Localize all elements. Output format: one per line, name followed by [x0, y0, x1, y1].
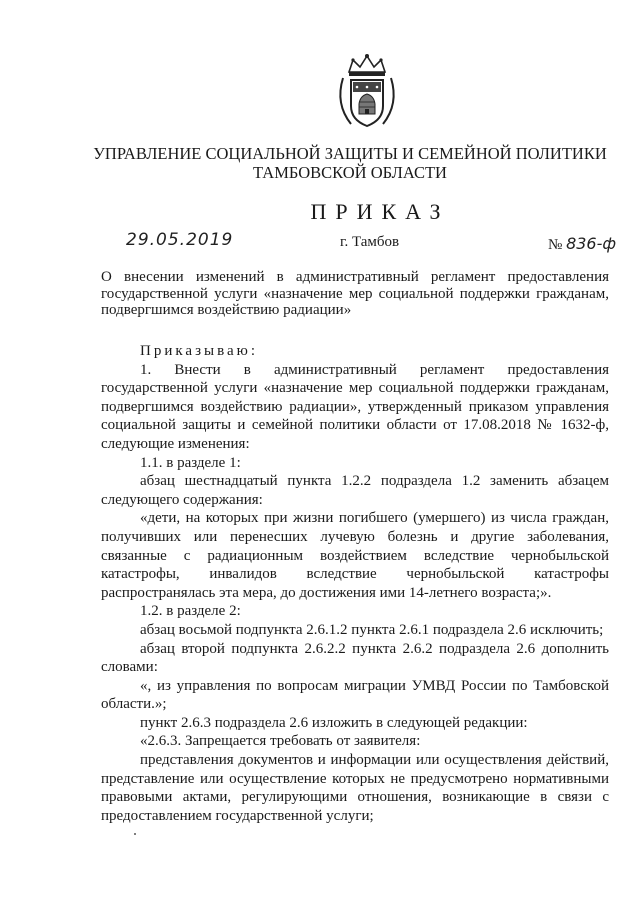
- document-subject: О внесении изменений в административный регламент предоставления государственной услуги «назначение мер социальной поддержки гражданам, подвергшимся воздействию радиации»: [101, 269, 609, 318]
- organization-line-2: ТАМБОВСКОЙ ОБЛАСТИ: [253, 163, 447, 182]
- scan-dot: [134, 833, 136, 835]
- order-word: Приказываю:: [140, 343, 258, 359]
- paragraph: пункт 2.6.3 подраздела 2.6 изложить в следующей редакции:: [140, 714, 528, 731]
- document-number: [548, 234, 616, 254]
- paragraph: абзац шестнадцатый пункта 1.2.2 подраздела 1.2 заменить абзацем следующего содержания:: [101, 473, 609, 508]
- document-title: ПРИКАЗ: [310, 199, 450, 224]
- paragraph: «дети, на которых при жизни погибшего (умершего) из числа граждан, получивших или перенесших лучевую болезнь и другие заболевания, связанные с радиационным воздействием вследствие чернобыльской катастрофы, инвалидов вследствие чернобыльской катастрофы распространялась эта мера, до достижения ими 14-летнего возраста;».: [101, 510, 609, 601]
- number-value: 836-ф: [566, 234, 617, 253]
- paragraph: абзац второй подпункта 2.6.2.2 пункта 2.6.2 подраздела 2.6 дополнить словами:: [101, 640, 609, 676]
- coat-of-arms-icon: [331, 52, 403, 130]
- paragraph: 1.1. в разделе 1:: [140, 454, 241, 471]
- paragraph: представления документов и информации или осуществления действий, представление или осуществление которых не предусмотрено нормативными правовыми актами, регулирующими отношения, возникающие в связи с предоставлением государственной услуги;: [101, 752, 609, 824]
- organization-line-1: УПРАВЛЕНИЕ СОЦИАЛЬНОЙ ЗАЩИТЫ И СЕМЕЙНОЙ ПОЛИТИКИ: [93, 144, 607, 163]
- paragraph: 1.2. в разделе 2:: [140, 603, 241, 620]
- document-body: [101, 342, 609, 825]
- document-date: 29.05.2019: [126, 230, 234, 250]
- document-city: г. Тамбов: [340, 234, 400, 250]
- paragraph: абзац восьмой подпункта 2.6.1.2 пункта 2.6.1 подраздела 2.6 исключить;: [140, 621, 604, 638]
- paragraph: 1. Внести в административный регламент предоставления государственной услуги «назначение мер социальной поддержки гражданам, подвергшимся воздействию радиации», утвержденный приказом управления социальной защиты и семейной политики области от 17.08.2018 № 1632-ф, следующие изменения:: [101, 361, 609, 452]
- number-sign: №: [548, 237, 563, 253]
- paragraph: «, из управления по вопросам миграции УМВД России по Тамбовской области.»;: [101, 677, 609, 713]
- paragraph: «2.6.3. Запрещается требовать от заявителя:: [140, 733, 421, 750]
- organization-name: [90, 144, 610, 182]
